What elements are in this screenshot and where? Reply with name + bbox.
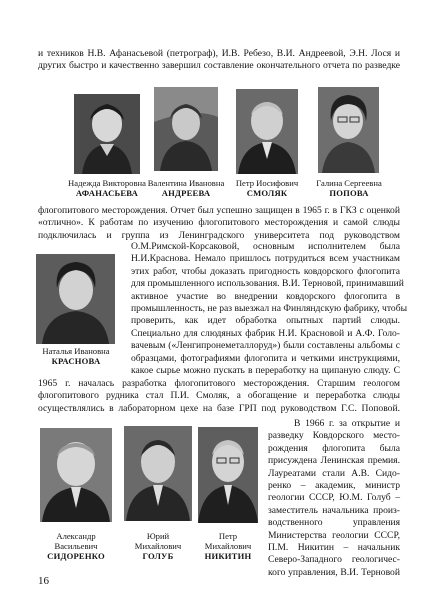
photo-smolyak (236, 89, 298, 174)
text-line: и техников Н.В. Афанасьевой (петрограф), И.В. Ребезо, В.И. Андреевой, Э.Н. Лося и (38, 48, 400, 59)
caption-given-name: Петр Иосифович (235, 178, 299, 188)
text-line: Министерства геологии СССР, (268, 529, 400, 541)
text-line: Северо-Западного геологичес- (268, 554, 400, 566)
caption-surname: АФАНАСЬЕВА (75, 188, 139, 199)
text-line: кого управления, В.И. Терновой (268, 566, 400, 578)
text-line: 1965 г. началась разработка флогопитового месторождения. Старшим геологом (38, 378, 400, 389)
text-line: проверить, как идет обработка опытных партий слюды. (131, 315, 400, 327)
paragraph-top (38, 48, 400, 73)
photo-golub (124, 426, 192, 521)
text-line: рождения флогопита была (268, 442, 400, 454)
caption-surname: КРАСНОВА (51, 356, 101, 367)
caption-given-name: Надежда Викторовна (68, 178, 146, 188)
text-line: Н.И.Краснова. Немало пришлось потрудиться всем участникам (131, 253, 400, 265)
caption-given-name: Валентина Ивановна (147, 178, 225, 188)
photo-popova (318, 87, 379, 173)
photo-sidorenko (40, 428, 112, 522)
page-number: 16 (38, 575, 49, 587)
text-line: других быстро и качественно завершил составление окончательного отчета по разведке (38, 60, 400, 72)
caption-surname: СМОЛЯК (246, 188, 288, 199)
photo-afanaseva (74, 94, 140, 174)
text-line: П.М. Никитин – начальник (268, 542, 400, 554)
text-line: В 1966 г. за открытие и (294, 418, 400, 429)
text-line: заместитель начальника произ- (268, 504, 400, 516)
text-line: водственного управления (268, 517, 400, 529)
text-line: активное участие во внедрении ковдорского флогопита в (131, 290, 400, 302)
caption-given-name: Петр (218, 531, 238, 541)
text-line: осуществлялись в лабораторном цехе на базе ГРП под руководством Г.С. Поповой. (38, 402, 400, 414)
text-line: О.М.Римской-Корсаковой, основным исполнителем была (131, 241, 400, 252)
text-line: флогопитового месторождения. Отчет был успешно защищен в 1965 г. в ГКЗ с оценкой (38, 205, 400, 216)
text-line: какое сырье можно пускать в переработку на щипаную слюду. С (131, 365, 400, 377)
caption-nikitin (192, 531, 264, 562)
caption-given-name: Александр (56, 531, 96, 541)
caption-golub (122, 531, 194, 562)
photo-krasnova (36, 254, 115, 344)
text-line: «отлично». К работам по изучению флогопитового месторождения и самой слюды (38, 217, 400, 229)
text-line: вачевым («Ленгипронеметаллоруд») были составлены альбомы с (131, 340, 400, 352)
caption-sidorenko (32, 531, 120, 562)
caption-patronymic: Михайлович (204, 541, 252, 552)
text-line: для промышленного использования. В.И. Терновой, принимавший (131, 278, 404, 290)
caption-surname: ПОПОВА (329, 188, 369, 199)
text-line: образцами, фотографиями флогопита и четкими инструкциями, (131, 352, 400, 364)
paragraph-middle (38, 205, 400, 242)
caption-popova (308, 178, 390, 198)
paragraph-bottom-column (268, 418, 400, 579)
caption-patronymic: Михайлович (134, 541, 182, 552)
caption-surname: АНДРЕЕВА (161, 188, 211, 199)
text-line: подключилась и группа из Ленинградского университета под руководством (38, 229, 400, 241)
text-line: присуждена Ленинская премия. (268, 455, 400, 467)
caption-patronymic: Васильевич (54, 541, 98, 552)
paragraph-right-column (131, 241, 408, 377)
text-line: этих работ, чтобы доказать пригодность ковдорского флогопита (131, 265, 400, 277)
photo-andreeva (154, 87, 218, 171)
caption-given-name: Наталья Ивановна (42, 346, 110, 356)
caption-surname: НИКИТИН (204, 551, 252, 562)
photo-nikitin (198, 427, 258, 523)
text-line: геологии СССР, Ю.М. Голуб – (268, 492, 400, 504)
caption-krasnova (30, 346, 122, 366)
text-line: флогопитового рудника стал П.И. Смоляк, а обогащение и переработка слюды (38, 390, 400, 402)
text-line: ренко – академик, министр (268, 480, 400, 492)
caption-surname: СИДОРЕНКО (47, 551, 105, 562)
text-line: Специально для слюдяных фабрик Н.И. Красновой и А.Ф. Голо- (131, 327, 400, 339)
caption-andreeva (142, 178, 230, 198)
text-line: Лауреатами стали А.В. Сидо- (268, 467, 400, 479)
text-line: разведку Ковдорского место- (268, 430, 400, 442)
text-line: промышленность, не раз выезжал на Финляндскую фабрику, чтобы (131, 303, 408, 315)
paragraph-full (38, 378, 400, 415)
caption-given-name: Юрий (146, 531, 170, 541)
caption-given-name: Галина Сергеевна (316, 178, 382, 188)
caption-smolyak (226, 178, 308, 198)
caption-surname: ГОЛУБ (142, 551, 174, 562)
